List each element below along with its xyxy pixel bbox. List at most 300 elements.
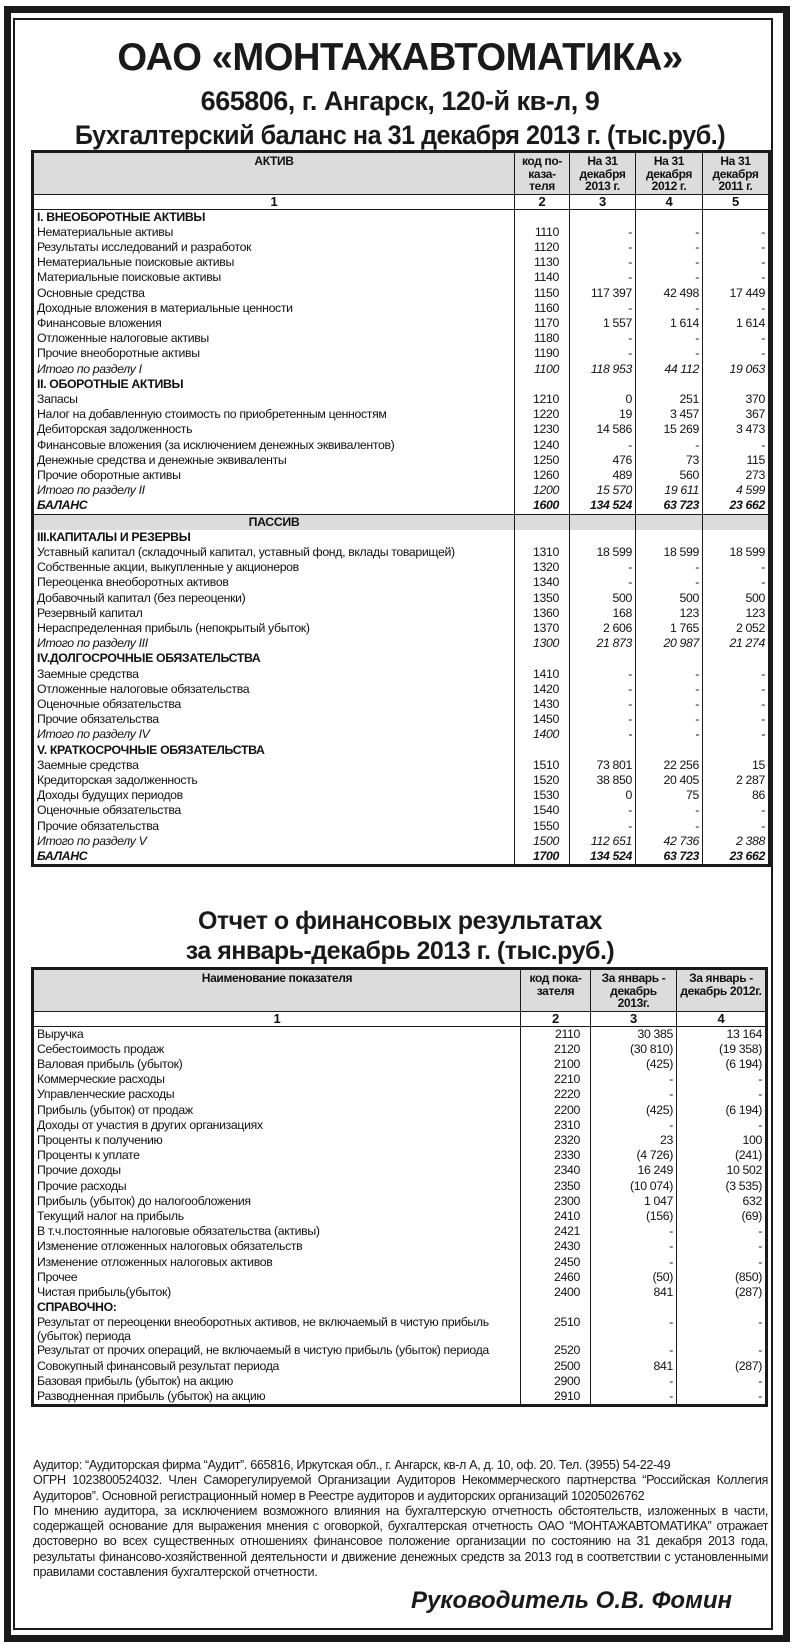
row-label: Прочее [33, 1270, 521, 1285]
column-number-row [33, 194, 770, 209]
row-label: Нераспределенная прибыль (непокрытый убыток) [33, 621, 515, 636]
balance-total-row [33, 498, 770, 514]
row-label: Итого по разделу III [33, 636, 515, 651]
auditor-opinion: По мнению аудитора, за исключением возможного влияния на бухгалтерскую отчетность обстоятельств, изложенных в части, содержащей основание для выражения мнения с оговоркой, бухгалтерская отчетность ОАО “МОНТАЖАВТОМАТИКА” отражает достоверно во всех существенных отношениях финансовое положение организации по состоянию на 31 декабря 2013 года, результаты финансово-хозяйственной деятельности и движение денежных средств за 2013 год в соответствии с установленными правилами составления бухгалтерской отчетности. [33, 1503, 768, 1580]
section-header-row [33, 530, 770, 545]
row-code: 2210 [521, 1072, 591, 1087]
table-row [33, 1179, 767, 1194]
row-code: 1530 [515, 788, 570, 803]
value-2012: (241) [677, 1148, 767, 1163]
value-2012: - [677, 1239, 767, 1254]
col-number: 4 [677, 1011, 767, 1026]
value-2011: - [703, 712, 770, 727]
row-label: Прочие доходы [33, 1163, 521, 1178]
value-2012: - [677, 1224, 767, 1239]
col-header-2011: На 31 декабря 2011 г. [703, 152, 770, 195]
value-2012: (850) [677, 1270, 767, 1285]
table-row [33, 712, 770, 727]
row-label: Отложенные налоговые активы [33, 331, 515, 346]
row-code: 1190 [515, 346, 570, 361]
value-2012: - [677, 1389, 767, 1406]
table-row [33, 1239, 767, 1254]
row-label: Добавочный капитал (без переоценки) [33, 591, 515, 606]
section-header-row [33, 1300, 767, 1315]
company-address: 665806, г. Ангарск, 120-й кв-л, 9 [200, 86, 600, 116]
value-2011: 115 [703, 453, 770, 468]
auditor-info: Аудитор: “Аудиторская фирма “Аудит”. 665816, Иркутская обл., г. Ангарск, кв-л А, д. 10, оф. 20. Тел. (3955) 54-22-49 [33, 1458, 671, 1472]
row-code: 1250 [515, 453, 570, 468]
row-label: Управленческие расходы [33, 1087, 521, 1102]
row-label: Доходы от участия в других организациях [33, 1118, 521, 1133]
value-2013: 476 [570, 453, 636, 468]
value-2012: (6 194) [677, 1103, 767, 1118]
income-statement-title: Отчет о финансовых результатах [197, 907, 603, 935]
value-2013: - [570, 331, 636, 346]
value-2012: 3 457 [636, 407, 703, 422]
value-2013: - [591, 1389, 677, 1406]
row-code [515, 209, 570, 225]
value-2012: (287) [677, 1285, 767, 1300]
row-code: 1360 [515, 606, 570, 621]
row-code: 2220 [521, 1087, 591, 1102]
row-label: Выручка [33, 1026, 521, 1042]
value-2013: 16 249 [591, 1163, 677, 1178]
income-statement-period: за январь-декабрь 2013 г. (тыс.руб.) [185, 937, 615, 965]
row-label: Заемные средства [33, 667, 515, 682]
row-label: Прочие обязательства [33, 819, 515, 834]
income-statement-body [33, 1026, 767, 1406]
balance-sheet-table [31, 150, 771, 867]
value-2011: - [703, 819, 770, 834]
table-row [33, 1163, 767, 1178]
value-2013: 2 606 [570, 621, 636, 636]
row-label: Денежные средства и денежные эквиваленты [33, 453, 515, 468]
row-code [515, 651, 570, 666]
value-2011: 21 274 [703, 636, 770, 651]
row-label: Изменение отложенных налоговых обязательств [33, 1239, 521, 1254]
row-label: Нематериальные активы [33, 225, 515, 240]
value-2012: - [636, 255, 703, 270]
passiv-header-row [33, 514, 770, 530]
row-code: 1230 [515, 422, 570, 437]
row-code: 2410 [521, 1209, 591, 1224]
table-row [33, 1359, 767, 1374]
row-label: Разводненная прибыль (убыток) на акцию [33, 1389, 521, 1406]
value-2013: - [570, 560, 636, 575]
row-code: 2430 [521, 1239, 591, 1254]
value-2011 [703, 651, 770, 666]
balance-sheet-body [33, 209, 770, 866]
col-number: 5 [703, 194, 770, 209]
row-label: V. КРАТКОСРОЧНЫЕ ОБЯЗАТЕЛЬСТВА [33, 743, 515, 758]
col-number: 1 [33, 194, 515, 209]
row-label: IV.ДОЛГОСРОЧНЫЕ ОБЯЗАТЕЛЬСТВА [33, 651, 515, 666]
table-row [33, 468, 770, 483]
value-2013: 134 524 [570, 849, 636, 866]
value-2011: 123 [703, 606, 770, 621]
value-2011: 18 599 [703, 545, 770, 560]
row-code: 1520 [515, 773, 570, 788]
value-2013: - [591, 1343, 677, 1358]
balance-header-row [33, 152, 770, 195]
table-row [33, 301, 770, 316]
value-2012: 15 269 [636, 422, 703, 437]
value-2013 [570, 377, 636, 392]
value-2011: - [703, 331, 770, 346]
row-code: 2400 [521, 1285, 591, 1300]
col-header-2013: За январь - декабрь 2013г. [591, 969, 677, 1012]
row-code: 1200 [515, 483, 570, 498]
row-label: Дебиторская задолженность [33, 422, 515, 437]
value-2013: - [570, 819, 636, 834]
value-2012: 63 723 [636, 849, 703, 866]
row-code: 2350 [521, 1179, 591, 1194]
value-2013: (156) [591, 1209, 677, 1224]
row-label: Заемные средства [33, 758, 515, 773]
value-2012: - [636, 225, 703, 240]
row-label: I. ВНЕОБОРОТНЫЕ АКТИВЫ [33, 209, 515, 225]
value-2013: 73 801 [570, 758, 636, 773]
row-code: 2910 [521, 1389, 591, 1406]
value-2012: - [677, 1072, 767, 1087]
value-2012: - [677, 1343, 767, 1358]
value-2012: - [636, 560, 703, 575]
row-code: 2450 [521, 1255, 591, 1270]
row-code: 2110 [521, 1026, 591, 1042]
value-2011: - [703, 301, 770, 316]
value-2012: 13 164 [677, 1026, 767, 1042]
table-row [33, 240, 770, 255]
table-row [33, 1026, 767, 1042]
row-label: Чистая прибыль(убыток) [33, 1285, 521, 1300]
value-2011 [703, 209, 770, 225]
row-label: Доходы будущих периодов [33, 788, 515, 803]
row-label: Итого по разделу V [33, 834, 515, 849]
row-code: 1150 [515, 286, 570, 301]
table-row [33, 591, 770, 606]
row-code: 2330 [521, 1148, 591, 1163]
value-2012: (6 194) [677, 1057, 767, 1072]
value-2012 [636, 530, 703, 545]
value-2013: - [591, 1224, 677, 1239]
col-header-2012: За январь - декабрь 2012г. [677, 969, 767, 1012]
row-label: Нематериальные поисковые активы [33, 255, 515, 270]
value-2011: 3 473 [703, 422, 770, 437]
table-row [33, 438, 770, 453]
value-2013: - [570, 346, 636, 361]
row-code: 1260 [515, 468, 570, 483]
row-label: Итого по разделу II [33, 483, 515, 498]
row-code: 1160 [515, 301, 570, 316]
row-code: 2510 [521, 1315, 591, 1343]
value-2012: - [636, 667, 703, 682]
col-number: 3 [591, 1011, 677, 1026]
row-code: 2900 [521, 1374, 591, 1389]
value-2012: - [636, 727, 703, 742]
row-label: БАЛАНС [33, 498, 515, 514]
value-2013: - [591, 1087, 677, 1102]
row-label: Проценты к уплате [33, 1148, 521, 1163]
value-2011: - [703, 560, 770, 575]
value-2011: - [703, 270, 770, 285]
value-2013: (4 726) [591, 1148, 677, 1163]
value-2012: 73 [636, 453, 703, 468]
value-2011: 17 449 [703, 286, 770, 301]
income-statement-table [31, 967, 768, 1407]
value-2012: - [636, 301, 703, 316]
value-2012: - [636, 712, 703, 727]
value-2013: - [570, 727, 636, 742]
row-code: 1600 [515, 498, 570, 514]
col-number: 2 [521, 1011, 591, 1026]
value-2013: - [570, 803, 636, 818]
value-2012: 63 723 [636, 498, 703, 514]
row-code: 2100 [521, 1057, 591, 1072]
table-row [33, 1072, 767, 1087]
value-2011: - [703, 575, 770, 590]
row-label: Резервный капитал [33, 606, 515, 621]
value-2012 [636, 209, 703, 225]
value-2013: - [570, 682, 636, 697]
table-row [33, 422, 770, 437]
table-row [33, 575, 770, 590]
value-2012: - [677, 1087, 767, 1102]
row-code: 2200 [521, 1103, 591, 1118]
table-row [33, 1148, 767, 1163]
row-code: 1320 [515, 560, 570, 575]
row-label: Собственные акции, выкупленные у акционеров [33, 560, 515, 575]
value-2012: 100 [677, 1133, 767, 1148]
column-number-row [33, 1011, 767, 1026]
value-2012: - [636, 240, 703, 255]
value-2013: 14 586 [570, 422, 636, 437]
table-row [33, 682, 770, 697]
value-2012: 251 [636, 392, 703, 407]
value-2012 [636, 377, 703, 392]
row-label: Финансовые вложения (за исключением денежных эквивалентов) [33, 438, 515, 453]
row-code: 1420 [515, 682, 570, 697]
balance-total-row [33, 849, 770, 866]
value-2011: 15 [703, 758, 770, 773]
row-code: 1240 [515, 438, 570, 453]
row-code: 2460 [521, 1270, 591, 1285]
table-row [33, 773, 770, 788]
row-label: Результаты исследований и разработок [33, 240, 515, 255]
row-code: 2340 [521, 1163, 591, 1178]
value-2013: 168 [570, 606, 636, 621]
row-code: 1370 [515, 621, 570, 636]
row-code: 1300 [515, 636, 570, 651]
row-label: Базовая прибыль (убыток) на акцию [33, 1374, 521, 1389]
value-2013: 112 651 [570, 834, 636, 849]
value-2011: 4 599 [703, 483, 770, 498]
balance-sheet-title: Бухгалтерский баланс на 31 декабря 2013 г. (тыс.руб.) [74, 120, 726, 150]
value-2012: - [636, 682, 703, 697]
value-2013: 118 953 [570, 362, 636, 377]
value-2013: 500 [570, 591, 636, 606]
value-2011: 86 [703, 788, 770, 803]
row-code [515, 377, 570, 392]
table-row [33, 286, 770, 301]
table-row [33, 1118, 767, 1133]
value-2013: 30 385 [591, 1026, 677, 1042]
value-2012: - [677, 1118, 767, 1133]
row-code: 2310 [521, 1118, 591, 1133]
value-2012: - [636, 438, 703, 453]
col-number: 2 [515, 194, 570, 209]
value-2013: - [591, 1255, 677, 1270]
value-2011 [703, 377, 770, 392]
table-row [33, 697, 770, 712]
row-label: Оценочные обязательства [33, 803, 515, 818]
col-number: 3 [570, 194, 636, 209]
value-2013: 15 570 [570, 483, 636, 498]
row-code: 1100 [515, 362, 570, 377]
value-2012: - [677, 1255, 767, 1270]
value-2013: 0 [570, 788, 636, 803]
value-2013: - [570, 240, 636, 255]
row-label: Уставный капитал (складочный капитал, уставный фонд, вклады товарищей) [33, 545, 515, 560]
row-label: Себестоимость продаж [33, 1042, 521, 1057]
value-2012 [677, 1300, 767, 1315]
table-row [33, 606, 770, 621]
row-code: 1130 [515, 255, 570, 270]
table-row [33, 255, 770, 270]
auditor-statement [33, 1458, 768, 1580]
value-2013: 1 557 [570, 316, 636, 331]
value-2011: - [703, 225, 770, 240]
row-code: 1410 [515, 667, 570, 682]
value-2012: - [636, 331, 703, 346]
table-row [33, 392, 770, 407]
value-2013: 0 [570, 392, 636, 407]
table-row [33, 819, 770, 834]
value-2013: 841 [591, 1359, 677, 1374]
row-code: 1340 [515, 575, 570, 590]
value-2011: 2 052 [703, 621, 770, 636]
section-header-row [33, 377, 770, 392]
table-row [33, 1224, 767, 1239]
section-header-row [33, 651, 770, 666]
table-row [33, 346, 770, 361]
value-2013: 18 599 [570, 545, 636, 560]
row-label: Итого по разделу I [33, 362, 515, 377]
value-2013: 117 397 [570, 286, 636, 301]
value-2012: 42 736 [636, 834, 703, 849]
col-number: 4 [636, 194, 703, 209]
row-label: Прибыль (убыток) от продаж [33, 1103, 521, 1118]
signature: Руководитель О.В. Фомин [410, 1587, 732, 1614]
value-2012: 560 [636, 468, 703, 483]
value-2013 [570, 743, 636, 758]
table-row [33, 453, 770, 468]
col-header-code: код пока-зателя [521, 969, 591, 1012]
row-code: 1120 [515, 240, 570, 255]
value-2012: (3 535) [677, 1179, 767, 1194]
table-row [33, 270, 770, 285]
subtotal-row [33, 834, 770, 849]
value-2013: 489 [570, 468, 636, 483]
value-2011: 370 [703, 392, 770, 407]
table-row [33, 1270, 767, 1285]
value-2013: - [570, 667, 636, 682]
table-row [33, 1255, 767, 1270]
row-label: Оценочные обязательства [33, 697, 515, 712]
row-code: 1450 [515, 712, 570, 727]
value-2011: - [703, 255, 770, 270]
value-2013: 23 [591, 1133, 677, 1148]
row-code: 2300 [521, 1194, 591, 1209]
row-label: Изменение отложенных налоговых активов [33, 1255, 521, 1270]
row-label: Итого по разделу IV [33, 727, 515, 742]
table-row [33, 1133, 767, 1148]
row-code: 2120 [521, 1042, 591, 1057]
value-2013: - [570, 270, 636, 285]
row-code: 2320 [521, 1133, 591, 1148]
row-label: Запасы [33, 392, 515, 407]
row-code: 1550 [515, 819, 570, 834]
value-2011: 1 614 [703, 316, 770, 331]
value-2013: (10 074) [591, 1179, 677, 1194]
value-2012: 42 498 [636, 286, 703, 301]
value-2013: (425) [591, 1103, 677, 1118]
value-2011: 2 388 [703, 834, 770, 849]
col-header-2013: На 31 декабря 2013 г. [570, 152, 636, 195]
row-code: 1310 [515, 545, 570, 560]
value-2012: - [636, 697, 703, 712]
value-2012: 19 611 [636, 483, 703, 498]
row-label: СПРАВОЧНО: [33, 1300, 521, 1315]
row-label: Кредиторская задолженность [33, 773, 515, 788]
value-2012: 20 405 [636, 773, 703, 788]
value-2012: 22 256 [636, 758, 703, 773]
value-2012: 10 502 [677, 1163, 767, 1178]
value-2013: - [570, 575, 636, 590]
value-2013: 134 524 [570, 498, 636, 514]
empty-cell [636, 514, 703, 530]
row-code: 1110 [515, 225, 570, 240]
row-label: Переоценка внеоборотных активов [33, 575, 515, 590]
subtotal-row [33, 636, 770, 651]
row-code: 1400 [515, 727, 570, 742]
company-name: ОАО «МОНТАЖАВТОМАТИКА» [117, 36, 683, 79]
value-2011: 500 [703, 591, 770, 606]
value-2011: 19 063 [703, 362, 770, 377]
row-label: Совокупный финансовый результат периода [33, 1359, 521, 1374]
value-2012: (69) [677, 1209, 767, 1224]
row-code: 1210 [515, 392, 570, 407]
value-2012 [636, 743, 703, 758]
row-label: В т.ч.постоянные налоговые обязательства (активы) [33, 1224, 521, 1239]
value-2012: 123 [636, 606, 703, 621]
table-row [33, 1315, 767, 1343]
row-label: Проценты к получению [33, 1133, 521, 1148]
subtotal-row [33, 362, 770, 377]
table-row [33, 1194, 767, 1209]
value-2012: - [636, 575, 703, 590]
row-label: Текущий налог на прибыль [33, 1209, 521, 1224]
table-row [33, 545, 770, 560]
table-row [33, 1343, 767, 1358]
table-row [33, 1285, 767, 1300]
row-code: 1350 [515, 591, 570, 606]
value-2011: 367 [703, 407, 770, 422]
value-2013: - [591, 1239, 677, 1254]
row-label: Прочие расходы [33, 1179, 521, 1194]
value-2013: - [570, 225, 636, 240]
income-header-row [33, 969, 767, 1012]
value-2013 [570, 651, 636, 666]
